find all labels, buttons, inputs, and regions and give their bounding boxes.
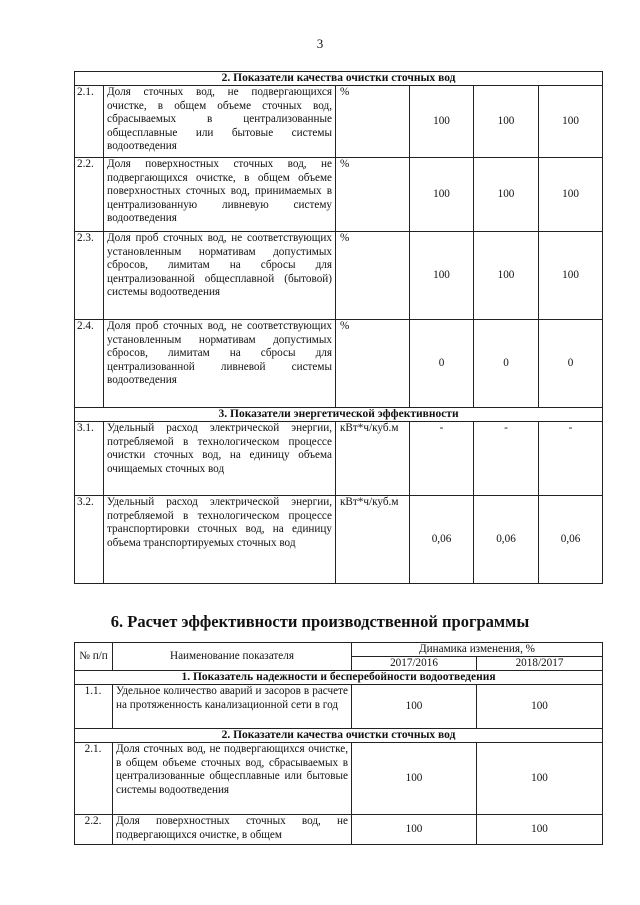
row-number: 2.1. [75, 743, 113, 815]
indicator-name: Удельный расход электрической энергии, потребляемой в технологическом процессе очистки сточных вод, на единицу объема очищаемых сточных вод [104, 422, 336, 496]
value-cell: 0 [474, 320, 539, 408]
value-cell: 100 [474, 232, 539, 320]
unit-cell: % [336, 320, 410, 408]
row-number: 2.4. [75, 320, 104, 408]
value-cell: 0,06 [539, 496, 603, 584]
table-row [75, 743, 603, 815]
unit-cell: % [336, 232, 410, 320]
value-cell: - [474, 422, 539, 496]
row-number: 2.3. [75, 232, 104, 320]
section-title: 2. Показатели качества очистки сточных вод [75, 72, 603, 86]
section-header-row [75, 72, 603, 86]
indicator-name: Доля поверхностных сточных вод, не подвергающихся очистке, в общем [113, 815, 352, 845]
row-number: 2.1. [75, 86, 104, 158]
row-number: 2.2. [75, 815, 113, 845]
section-title: 3. Показатели энергетической эффективности [75, 408, 603, 422]
value-cell: 100 [474, 86, 539, 158]
indicator-name: Доля проб сточных вод, не соответствующих установленным нормативам допустимых сбросов, лимитам на сбросы для централизованной ливневой системы водоотведения [104, 320, 336, 408]
unit-cell: % [336, 158, 410, 232]
value-cell: 100 [410, 232, 474, 320]
table-row [75, 86, 603, 158]
unit-cell: кВт*ч/куб.м [336, 496, 410, 584]
unit-cell: кВт*ч/куб.м [336, 422, 410, 496]
indicators-table-top [74, 71, 603, 584]
indicator-name: Доля поверхностных сточных вод, не подвергающихся очистке, в общем объеме поверхностных сточных вод, принимаемых в централизованную ливневую систему водоотведения [104, 158, 336, 232]
section-header-row [75, 408, 603, 422]
value-cell: 100 [352, 815, 477, 845]
value-cell: 100 [477, 743, 603, 815]
section-heading: 6. Расчет эффективности производственной программы [110, 612, 530, 631]
page-number: 3 [316, 36, 324, 51]
table-row [75, 685, 603, 729]
value-cell: 100 [539, 232, 603, 320]
value-cell: 100 [352, 743, 477, 815]
value-cell: 100 [474, 158, 539, 232]
table-row [75, 496, 603, 584]
value-cell: - [539, 422, 603, 496]
value-cell: 100 [477, 685, 603, 729]
value-cell: 100 [539, 158, 603, 232]
section-title: 2. Показатели качества очистки сточных вод [75, 729, 603, 743]
row-number: 2.2. [75, 158, 104, 232]
efficiency-table [74, 642, 603, 845]
value-cell: - [410, 422, 474, 496]
indicator-name: Доля сточных вод, не подвергающихся очистке, в общем объеме сточных вод, сбрасываемых в централизованные общесплавные или бытовые системы водоотведения [113, 743, 352, 815]
value-cell: 100 [352, 685, 477, 729]
row-number: 3.2. [75, 496, 104, 584]
value-cell: 0 [410, 320, 474, 408]
header-indicator-name: Наименование показателя [113, 643, 352, 671]
table-row [75, 422, 603, 496]
table-row [75, 815, 603, 845]
header-number: № п/п [75, 643, 113, 671]
row-number: 1.1. [75, 685, 113, 729]
section-header-row [75, 671, 603, 685]
value-cell: 0,06 [410, 496, 474, 584]
table-row [75, 320, 603, 408]
value-cell: 100 [539, 86, 603, 158]
table-row [75, 232, 603, 320]
indicator-name: Удельное количество аварий и засоров в расчете на протяженность канализационной сети в год [113, 685, 352, 729]
indicator-name: Удельный расход электрической энергии, потребляемой в технологическом процессе транспортировки сточных вод, на единицу объема транспортируемых сточных вод [104, 496, 336, 584]
header-year-1: 2017/2016 [352, 657, 477, 671]
header-dynamics: Динамика изменения, % [352, 643, 603, 657]
section-header-row [75, 729, 603, 743]
section-title: 1. Показатель надежности и бесперебойности водоотведения [75, 671, 603, 685]
value-cell: 100 [410, 158, 474, 232]
value-cell: 100 [477, 815, 603, 845]
table-row [75, 158, 603, 232]
value-cell: 0 [539, 320, 603, 408]
row-number: 3.1. [75, 422, 104, 496]
indicator-name: Доля сточных вод, не подвергающихся очистке, в общем объеме сточных вод, сбрасываемых в централизованные общесплавные или бытовые системы водоотведения [104, 86, 336, 158]
indicator-name: Доля проб сточных вод, не соответствующих установленным нормативам допустимых сбросов, лимитам на сбросы для централизованной общесплавной (бытовой) системы водоотведения [104, 232, 336, 320]
header-year-2: 2018/2017 [477, 657, 603, 671]
unit-cell: % [336, 86, 410, 158]
value-cell: 100 [410, 86, 474, 158]
table-header-row [75, 643, 603, 657]
value-cell: 0,06 [474, 496, 539, 584]
